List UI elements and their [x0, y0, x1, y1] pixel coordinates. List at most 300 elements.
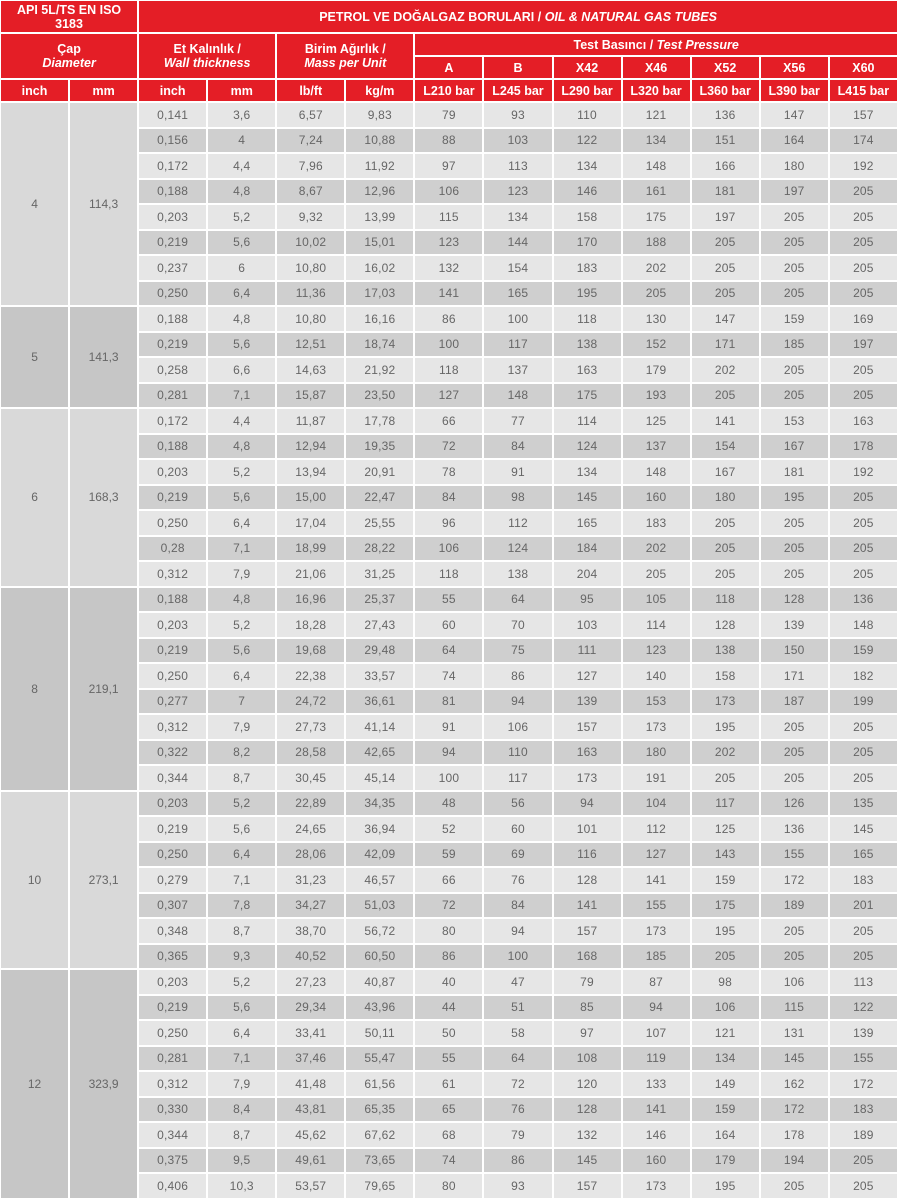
table-cell: 128	[761, 588, 828, 612]
mass-tr: Birim Ağırlık /	[304, 42, 386, 56]
table-cell: 5,6	[208, 639, 275, 663]
table-cell: 44	[415, 996, 482, 1020]
table-cell: 183	[623, 511, 690, 535]
table-cell: 193	[623, 384, 690, 408]
table-cell: 159	[692, 1098, 759, 1122]
table-cell: 183	[830, 868, 897, 892]
table-cell: 139	[830, 1021, 897, 1045]
table-cell: 40	[415, 970, 482, 994]
table-cell: 6,57	[277, 103, 344, 127]
table-cell: 205	[830, 358, 897, 382]
table-cell: 34,35	[346, 792, 413, 816]
table-cell: 128	[692, 613, 759, 637]
diameter-inch-cell: 10	[1, 792, 68, 969]
table-cell: 165	[830, 843, 897, 867]
table-cell: 7,9	[208, 715, 275, 739]
table-cell: 7,1	[208, 384, 275, 408]
table-cell: 155	[830, 1047, 897, 1071]
table-cell: 79	[554, 970, 621, 994]
table-cell: 5,2	[208, 970, 275, 994]
test-pressure-header	[415, 34, 897, 55]
table-cell: 205	[830, 384, 897, 408]
table-cell: 94	[484, 919, 551, 943]
unit-header: mm	[208, 80, 275, 101]
table-cell: 137	[484, 358, 551, 382]
table-cell: 123	[484, 180, 551, 204]
table-cell: 47	[484, 970, 551, 994]
table-cell: 0,219	[139, 639, 206, 663]
table-cell: 12,94	[277, 435, 344, 459]
table-cell: 104	[623, 792, 690, 816]
table-cell: 29,48	[346, 639, 413, 663]
table-cell: 0,28	[139, 537, 206, 561]
table-cell: 125	[623, 409, 690, 433]
table-cell: 205	[761, 537, 828, 561]
table-cell: 16,02	[346, 256, 413, 280]
table-cell: 199	[830, 690, 897, 714]
table-cell: 148	[623, 460, 690, 484]
table-cell: 0,406	[139, 1174, 206, 1198]
table-cell: 6,6	[208, 358, 275, 382]
table-cell: 69	[484, 843, 551, 867]
table-cell: 8,7	[208, 1123, 275, 1147]
unit-header: L245 bar	[484, 80, 551, 101]
table-cell: 205	[761, 945, 828, 969]
table-cell: 31,23	[277, 868, 344, 892]
table-row	[1, 970, 897, 994]
table-cell: 205	[830, 1149, 897, 1173]
standard-line2: 3183	[55, 16, 83, 31]
table-cell: 0,203	[139, 792, 206, 816]
header-row-groups	[1, 34, 897, 55]
table-cell: 192	[830, 154, 897, 178]
table-cell: 127	[623, 843, 690, 867]
table-cell: 205	[692, 537, 759, 561]
table-cell: 0,281	[139, 1047, 206, 1071]
table-cell: 55	[415, 1047, 482, 1071]
table-cell: 4,4	[208, 409, 275, 433]
table-cell: 0,250	[139, 664, 206, 688]
table-cell: 141	[623, 868, 690, 892]
table-cell: 205	[761, 282, 828, 306]
table-cell: 31,25	[346, 562, 413, 586]
table-cell: 121	[623, 103, 690, 127]
table-cell: 105	[623, 588, 690, 612]
table-cell: 205	[830, 766, 897, 790]
table-cell: 0,279	[139, 868, 206, 892]
table-cell: 0,203	[139, 205, 206, 229]
table-cell: 7,24	[277, 129, 344, 153]
table-cell: 195	[692, 1174, 759, 1198]
table-cell: 205	[692, 384, 759, 408]
table-cell: 139	[554, 690, 621, 714]
table-cell: 136	[692, 103, 759, 127]
table-cell: 205	[830, 562, 897, 586]
table-cell: 106	[484, 715, 551, 739]
table-cell: 197	[830, 333, 897, 357]
table-row	[1, 792, 897, 816]
title-en: OIL & NATURAL GAS TUBES	[544, 9, 717, 24]
table-cell: 125	[692, 817, 759, 841]
table-cell: 7,9	[208, 562, 275, 586]
table-cell: 0,203	[139, 460, 206, 484]
table-cell: 8,67	[277, 180, 344, 204]
table-cell: 64	[484, 1047, 551, 1071]
table-cell: 205	[623, 282, 690, 306]
table-cell: 205	[692, 562, 759, 586]
diameter-mm-cell: 114,3	[70, 103, 137, 305]
table-cell: 6,4	[208, 511, 275, 535]
table-cell: 134	[554, 154, 621, 178]
table-cell: 110	[484, 741, 551, 765]
table-cell: 173	[692, 690, 759, 714]
table-cell: 5,6	[208, 486, 275, 510]
table-cell: 141	[623, 1098, 690, 1122]
table-cell: 205	[692, 766, 759, 790]
grade-header: X46	[623, 57, 690, 78]
table-cell: 166	[692, 154, 759, 178]
table-cell: 93	[484, 1174, 551, 1198]
table-cell: 119	[623, 1047, 690, 1071]
table-cell: 140	[623, 664, 690, 688]
table-cell: 205	[692, 511, 759, 535]
pressure-separator: /	[646, 37, 657, 52]
table-cell: 10,80	[277, 256, 344, 280]
table-cell: 0,250	[139, 1021, 206, 1045]
table-cell: 146	[623, 1123, 690, 1147]
table-cell: 134	[692, 1047, 759, 1071]
pressure-en: Test Pressure	[656, 37, 739, 52]
table-cell: 60,50	[346, 945, 413, 969]
table-cell: 205	[761, 384, 828, 408]
wall-en: Wall thickness	[163, 56, 251, 70]
table-cell: 205	[761, 1174, 828, 1198]
grade-header: X56	[761, 57, 828, 78]
table-cell: 141	[415, 282, 482, 306]
table-cell: 127	[415, 384, 482, 408]
table-cell: 56,72	[346, 919, 413, 943]
table-cell: 8,4	[208, 1098, 275, 1122]
table-cell: 205	[623, 562, 690, 586]
table-cell: 163	[830, 409, 897, 433]
table-cell: 100	[484, 307, 551, 331]
table-cell: 118	[554, 307, 621, 331]
table-cell: 137	[623, 435, 690, 459]
table-cell: 0,322	[139, 741, 206, 765]
table-cell: 45,62	[277, 1123, 344, 1147]
table-cell: 178	[761, 1123, 828, 1147]
table-cell: 53,57	[277, 1174, 344, 1198]
table-cell: 138	[484, 562, 551, 586]
table-cell: 205	[830, 231, 897, 255]
table-cell: 124	[554, 435, 621, 459]
table-row	[1, 307, 897, 331]
table-cell: 118	[415, 358, 482, 382]
diameter-inch-cell: 4	[1, 103, 68, 305]
table-cell: 205	[761, 919, 828, 943]
table-cell: 155	[623, 894, 690, 918]
table-cell: 5,2	[208, 205, 275, 229]
grade-header: B	[484, 57, 551, 78]
table-cell: 145	[830, 817, 897, 841]
table-cell: 141	[692, 409, 759, 433]
table-cell: 103	[554, 613, 621, 637]
table-cell: 194	[761, 1149, 828, 1173]
table-cell: 179	[692, 1149, 759, 1173]
table-cell: 15,01	[346, 231, 413, 255]
table-cell: 0,250	[139, 843, 206, 867]
table-cell: 79,65	[346, 1174, 413, 1198]
table-cell: 205	[830, 205, 897, 229]
table-cell: 160	[623, 1149, 690, 1173]
table-cell: 103	[484, 129, 551, 153]
table-cell: 0,330	[139, 1098, 206, 1122]
table-cell: 145	[554, 1149, 621, 1173]
wall-tr: Et Kalınlık /	[173, 42, 241, 56]
table-cell: 205	[830, 741, 897, 765]
diameter-inch-cell: 6	[1, 409, 68, 586]
table-cell: 147	[692, 307, 759, 331]
table-cell: 145	[761, 1047, 828, 1071]
table-cell: 172	[761, 868, 828, 892]
table-cell: 175	[554, 384, 621, 408]
table-cell: 38,70	[277, 919, 344, 943]
table-cell: 40,52	[277, 945, 344, 969]
table-cell: 98	[484, 486, 551, 510]
table-cell: 202	[623, 256, 690, 280]
table-cell: 88	[415, 129, 482, 153]
table-cell: 106	[415, 180, 482, 204]
table-cell: 79	[415, 103, 482, 127]
table-cell: 0,219	[139, 333, 206, 357]
table-cell: 60	[415, 613, 482, 637]
unit-header: L320 bar	[623, 80, 690, 101]
table-cell: 10,80	[277, 307, 344, 331]
table-cell: 9,32	[277, 205, 344, 229]
table-cell: 163	[554, 741, 621, 765]
table-cell: 6,4	[208, 282, 275, 306]
table-cell: 132	[415, 256, 482, 280]
table-cell: 0,219	[139, 817, 206, 841]
table-cell: 157	[830, 103, 897, 127]
diameter-mm-cell: 323,9	[70, 970, 137, 1198]
table-cell: 128	[554, 868, 621, 892]
table-cell: 124	[484, 537, 551, 561]
table-cell: 205	[830, 919, 897, 943]
table-cell: 173	[623, 919, 690, 943]
table-body	[1, 103, 897, 1198]
table-cell: 132	[554, 1123, 621, 1147]
table-cell: 48	[415, 792, 482, 816]
table-cell: 21,92	[346, 358, 413, 382]
table-cell: 128	[554, 1098, 621, 1122]
table-cell: 153	[623, 690, 690, 714]
diameter-mm-cell: 141,3	[70, 307, 137, 407]
table-cell: 43,81	[277, 1098, 344, 1122]
table-cell: 68	[415, 1123, 482, 1147]
table-cell: 157	[554, 1174, 621, 1198]
diameter-inch-cell: 8	[1, 588, 68, 790]
table-cell: 205	[830, 1174, 897, 1198]
table-cell: 85	[554, 996, 621, 1020]
table-cell: 94	[554, 792, 621, 816]
table-cell: 0,203	[139, 970, 206, 994]
table-cell: 33,41	[277, 1021, 344, 1045]
pressure-tr: Test Basıncı	[573, 37, 647, 52]
table-cell: 91	[415, 715, 482, 739]
unit-header: lb/ft	[277, 80, 344, 101]
table-cell: 79	[484, 1123, 551, 1147]
table-cell: 49,61	[277, 1149, 344, 1173]
table-cell: 155	[761, 843, 828, 867]
table-cell: 17,78	[346, 409, 413, 433]
table-cell: 159	[761, 307, 828, 331]
table-cell: 100	[415, 766, 482, 790]
diameter-header	[1, 34, 137, 78]
table-cell: 113	[830, 970, 897, 994]
table-cell: 36,94	[346, 817, 413, 841]
table-cell: 171	[692, 333, 759, 357]
table-cell: 24,65	[277, 817, 344, 841]
table-cell: 152	[623, 333, 690, 357]
table-cell: 10,02	[277, 231, 344, 255]
table-cell: 11,36	[277, 282, 344, 306]
table-cell: 160	[623, 486, 690, 510]
table-cell: 59	[415, 843, 482, 867]
table-cell: 61	[415, 1072, 482, 1096]
table-cell: 146	[554, 180, 621, 204]
table-cell: 74	[415, 664, 482, 688]
table-cell: 73,65	[346, 1149, 413, 1173]
table-cell: 17,04	[277, 511, 344, 535]
title-separator: /	[534, 9, 545, 24]
table-cell: 112	[484, 511, 551, 535]
table-cell: 205	[830, 256, 897, 280]
table-cell: 7,9	[208, 1072, 275, 1096]
table-cell: 0,172	[139, 409, 206, 433]
diameter-mm-cell: 219,1	[70, 588, 137, 790]
table-cell: 93	[484, 103, 551, 127]
table-cell: 0,141	[139, 103, 206, 127]
table-cell: 107	[623, 1021, 690, 1045]
table-cell: 4,8	[208, 435, 275, 459]
table-cell: 123	[415, 231, 482, 255]
table-cell: 0,312	[139, 715, 206, 739]
table-cell: 75	[484, 639, 551, 663]
table-cell: 148	[623, 154, 690, 178]
diameter-mm-cell: 168,3	[70, 409, 137, 586]
table-cell: 134	[623, 129, 690, 153]
table-cell: 100	[484, 945, 551, 969]
table-cell: 134	[484, 205, 551, 229]
table-cell: 138	[692, 639, 759, 663]
table-cell: 0,344	[139, 766, 206, 790]
table-cell: 51,03	[346, 894, 413, 918]
table-cell: 106	[761, 970, 828, 994]
table-cell: 86	[415, 307, 482, 331]
table-cell: 10,88	[346, 129, 413, 153]
table-cell: 205	[830, 180, 897, 204]
table-cell: 5,2	[208, 613, 275, 637]
table-header	[1, 1, 897, 101]
table-cell: 16,16	[346, 307, 413, 331]
table-cell: 205	[761, 256, 828, 280]
table-cell: 205	[692, 945, 759, 969]
table-cell: 0,250	[139, 511, 206, 535]
table-cell: 41,48	[277, 1072, 344, 1096]
table-cell: 117	[484, 766, 551, 790]
table-cell: 188	[623, 231, 690, 255]
table-cell: 46,57	[346, 868, 413, 892]
table-cell: 5,6	[208, 996, 275, 1020]
table-cell: 84	[484, 894, 551, 918]
unit-header: L290 bar	[554, 80, 621, 101]
table-cell: 130	[623, 307, 690, 331]
table-cell: 18,28	[277, 613, 344, 637]
table-cell: 5,6	[208, 333, 275, 357]
table-cell: 165	[484, 282, 551, 306]
table-cell: 191	[623, 766, 690, 790]
table-cell: 67,62	[346, 1123, 413, 1147]
table-cell: 165	[554, 511, 621, 535]
table-cell: 134	[554, 460, 621, 484]
table-cell: 195	[554, 282, 621, 306]
table-cell: 42,65	[346, 741, 413, 765]
table-cell: 148	[484, 384, 551, 408]
table-cell: 122	[554, 129, 621, 153]
table-cell: 205	[692, 256, 759, 280]
table-cell: 138	[554, 333, 621, 357]
table-cell: 29,34	[277, 996, 344, 1020]
table-cell: 150	[761, 639, 828, 663]
table-cell: 151	[692, 129, 759, 153]
table-cell: 6,4	[208, 664, 275, 688]
table-cell: 22,89	[277, 792, 344, 816]
table-cell: 118	[692, 588, 759, 612]
table-cell: 50,11	[346, 1021, 413, 1045]
table-cell: 141	[554, 894, 621, 918]
table-cell: 86	[484, 1149, 551, 1173]
table-cell: 21,06	[277, 562, 344, 586]
table-cell: 167	[692, 460, 759, 484]
table-cell: 204	[554, 562, 621, 586]
table-cell: 76	[484, 868, 551, 892]
table-cell: 121	[692, 1021, 759, 1045]
table-cell: 9,83	[346, 103, 413, 127]
table-cell: 148	[830, 613, 897, 637]
table-cell: 173	[554, 766, 621, 790]
table-cell: 97	[415, 154, 482, 178]
table-cell: 94	[415, 741, 482, 765]
table-cell: 80	[415, 919, 482, 943]
table-cell: 15,87	[277, 384, 344, 408]
table-cell: 0,156	[139, 129, 206, 153]
table-cell: 7,96	[277, 154, 344, 178]
table-cell: 87	[623, 970, 690, 994]
table-cell: 0,281	[139, 384, 206, 408]
mass-en: Mass per Unit	[304, 56, 387, 70]
table-cell: 202	[623, 537, 690, 561]
table-cell: 171	[761, 664, 828, 688]
table-cell: 154	[484, 256, 551, 280]
table-cell: 139	[761, 613, 828, 637]
unit-header: inch	[139, 80, 206, 101]
table-cell: 0,250	[139, 282, 206, 306]
table-cell: 111	[554, 639, 621, 663]
table-cell: 20,91	[346, 460, 413, 484]
table-cell: 27,23	[277, 970, 344, 994]
table-cell: 192	[830, 460, 897, 484]
